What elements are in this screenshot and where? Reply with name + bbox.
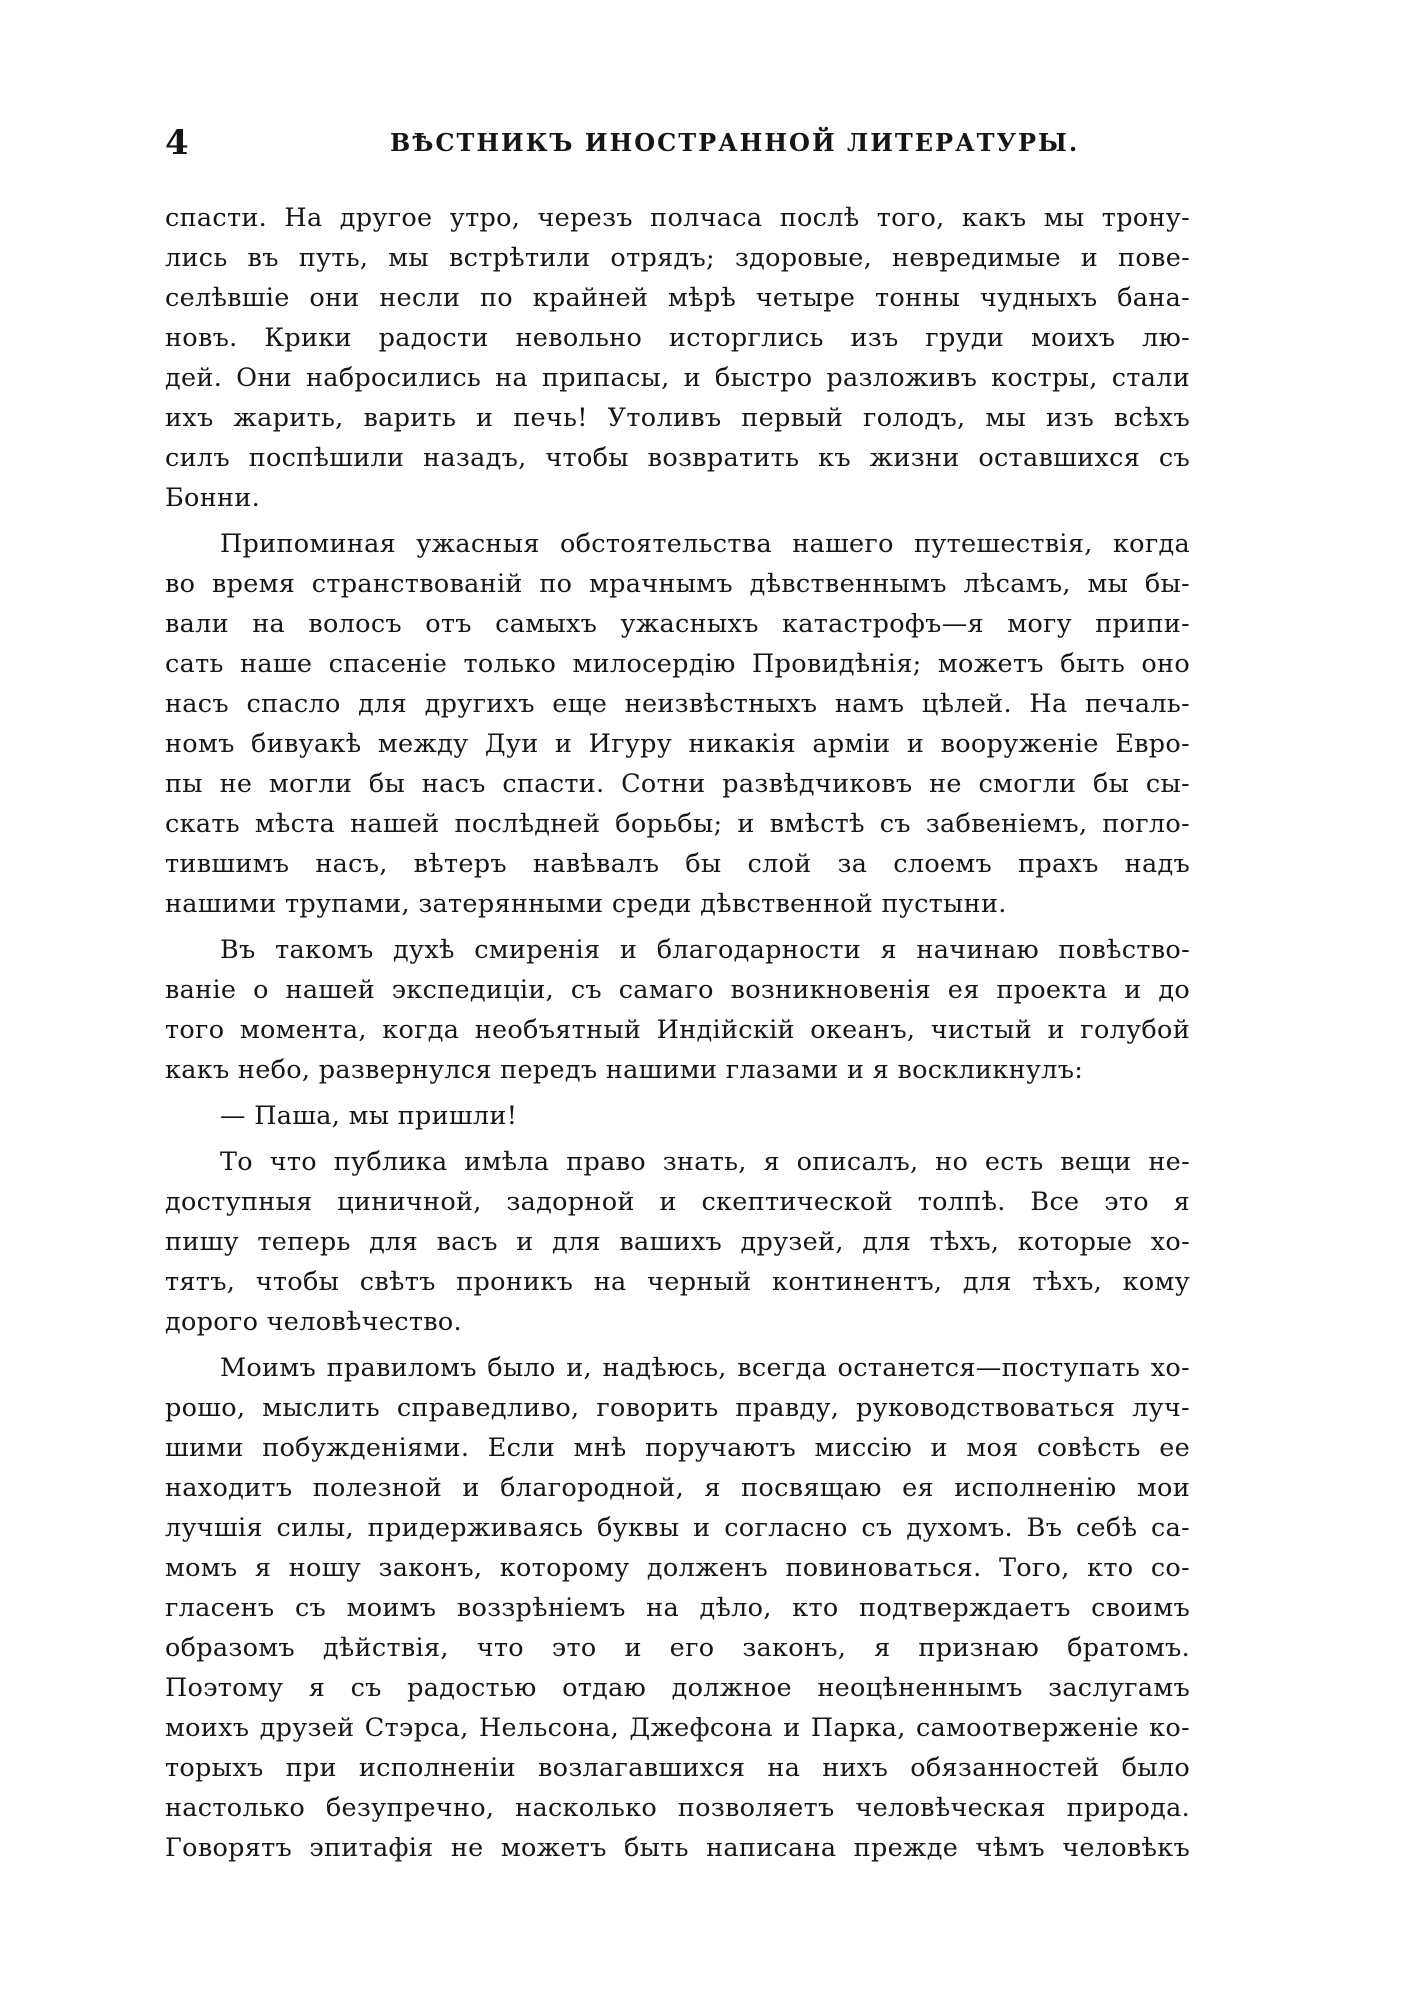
- text-line: рошо, мыслить справедливо, говорить правду, руководствоваться луч-: [165, 1393, 1190, 1423]
- text-line: гласенъ съ моимъ воззрѣніемъ на дѣло, кто подтверждаетъ своимъ: [165, 1593, 1190, 1623]
- text-line: силъ поспѣшили назадъ, чтобы возвратить къ жизни оставшихся съ: [165, 443, 1190, 473]
- text-line: лучшія силы, придерживаясь буквы и согласно съ духомъ. Въ себѣ са-: [165, 1513, 1190, 1543]
- text-line: дей. Они набросились на припасы, и быстро разложивъ костры, стали: [165, 363, 1190, 393]
- text-line: ихъ жарить, варить и печь! Утоливъ первый голодъ, мы изъ всѣхъ: [165, 403, 1190, 433]
- paragraph-3: [165, 930, 1190, 1090]
- paragraph-6: [165, 1348, 1190, 1868]
- text-line: Говорятъ эпитафія не можетъ быть написана прежде чѣмъ человѣкъ: [165, 1833, 1190, 1863]
- text-line: Бонни.: [165, 483, 260, 513]
- text-line: селѣвшіе они несли по крайней мѣрѣ четыре тонны чудныхъ бана-: [165, 283, 1190, 313]
- text-line: Припоминая ужасныя обстоятельства нашего путешествія, когда: [220, 529, 1190, 559]
- paragraph-4: [165, 1096, 1190, 1136]
- page-number: 4: [165, 123, 189, 163]
- journal-title: ВѢСТНИКЪ ИНОСТРАННОЙ ЛИТЕРАТУРЫ.: [390, 128, 1080, 157]
- text-line: тятъ, чтобы свѣтъ проникъ на черный континентъ, для тѣхъ, кому: [165, 1267, 1190, 1297]
- text-line: вали на волосъ отъ самыхъ ужасныхъ катастрофъ—я могу припи-: [165, 609, 1190, 639]
- text-line: момъ я ношу законъ, которому долженъ повиноваться. Того, кто со-: [165, 1553, 1190, 1583]
- text-line: нашими трупами, затерянными среди дѣвственной пустыни.: [165, 889, 1007, 919]
- paragraph-1: [165, 198, 1190, 518]
- text-line: моихъ друзей Стэрса, Нельсона, Джефсона и Парка, самоотверженіе ко-: [165, 1713, 1190, 1743]
- text-line: Въ такомъ духѣ смиренія и благодарности я начинаю повѣствo-: [220, 935, 1190, 965]
- text-line: То что публика имѣла право знать, я описалъ, но есть вещи не-: [220, 1147, 1190, 1177]
- text-line: какъ небо, развернулся передъ нашими глазами и я воскликнулъ:: [165, 1055, 1084, 1085]
- text-line: — Паша, мы пришли!: [220, 1101, 518, 1131]
- text-line: насъ спасло для другихъ еще неизвѣстныхъ намъ цѣлей. На печаль-: [165, 689, 1190, 719]
- text-line: Моимъ правиломъ было и, надѣюсь, всегда останется—поступать хо-: [220, 1353, 1190, 1383]
- text-line: доступныя циничной, задорной и скептической толпѣ. Все это я: [165, 1187, 1190, 1217]
- text-line: Поэтому я съ радостью отдаю должное неоцѣненнымъ заслугамъ: [165, 1673, 1190, 1703]
- text-line: того момента, когда необъятный Индійскій океанъ, чистый и голубой: [165, 1015, 1190, 1045]
- paragraph-2: [165, 524, 1190, 924]
- text-line: настолько безупречно, насколько позволяетъ человѣческая природа.: [165, 1793, 1190, 1823]
- text-line: новъ. Крики радости невольно исторглись изъ груди моихъ лю-: [165, 323, 1190, 353]
- text-line: пы не могли бы насъ спасти. Сотни развѣдчиковъ не смогли бы сы-: [165, 769, 1190, 799]
- text-line: торыхъ при исполненіи возлагавшихся на нихъ обязанностей было: [165, 1753, 1190, 1783]
- running-head: [165, 120, 1215, 166]
- text-line: номъ бивуакѣ между Дуи и Игуру никакія арміи и вооруженіе Евро-: [165, 729, 1190, 759]
- text-line: образомъ дѣйствія, что это и его законъ, я признаю братомъ.: [165, 1633, 1190, 1663]
- text-line: ваніе о нашей экспедиціи, съ самаго возникновенія ея проекта и до: [165, 975, 1190, 1005]
- text-line: во время странствованій по мрачнымъ дѣвственнымъ лѣсамъ, мы бы-: [165, 569, 1190, 599]
- text-line: пишу теперь для васъ и для вашихъ друзей, для тѣхъ, которые хо-: [165, 1227, 1190, 1257]
- paragraph-5: [165, 1142, 1190, 1342]
- text-line: дорого человѣчество.: [165, 1307, 462, 1337]
- text-line: находитъ полезной и благородной, я посвящаю ея исполненію мои: [165, 1473, 1190, 1503]
- text-line: спасти. На другое утро, черезъ полчаса послѣ того, какъ мы трону-: [165, 203, 1190, 233]
- body-text: [165, 198, 1190, 1874]
- text-line: лись въ путь, мы встрѣтили отрядъ; здоровые, невредимые и пове-: [165, 243, 1190, 273]
- text-line: скать мѣста нашей послѣдней борьбы; и вмѣстѣ съ забвеніемъ, погло-: [165, 809, 1190, 839]
- text-line: сать наше спасеніе только милосердію Провидѣнія; можетъ быть оно: [165, 649, 1190, 679]
- text-line: шими побужденіями. Если мнѣ поручаютъ миссію и моя совѣсть ее: [165, 1433, 1190, 1463]
- text-line: тившимъ насъ, вѣтеръ навѣвалъ бы слой за слоемъ прахъ надъ: [165, 849, 1190, 879]
